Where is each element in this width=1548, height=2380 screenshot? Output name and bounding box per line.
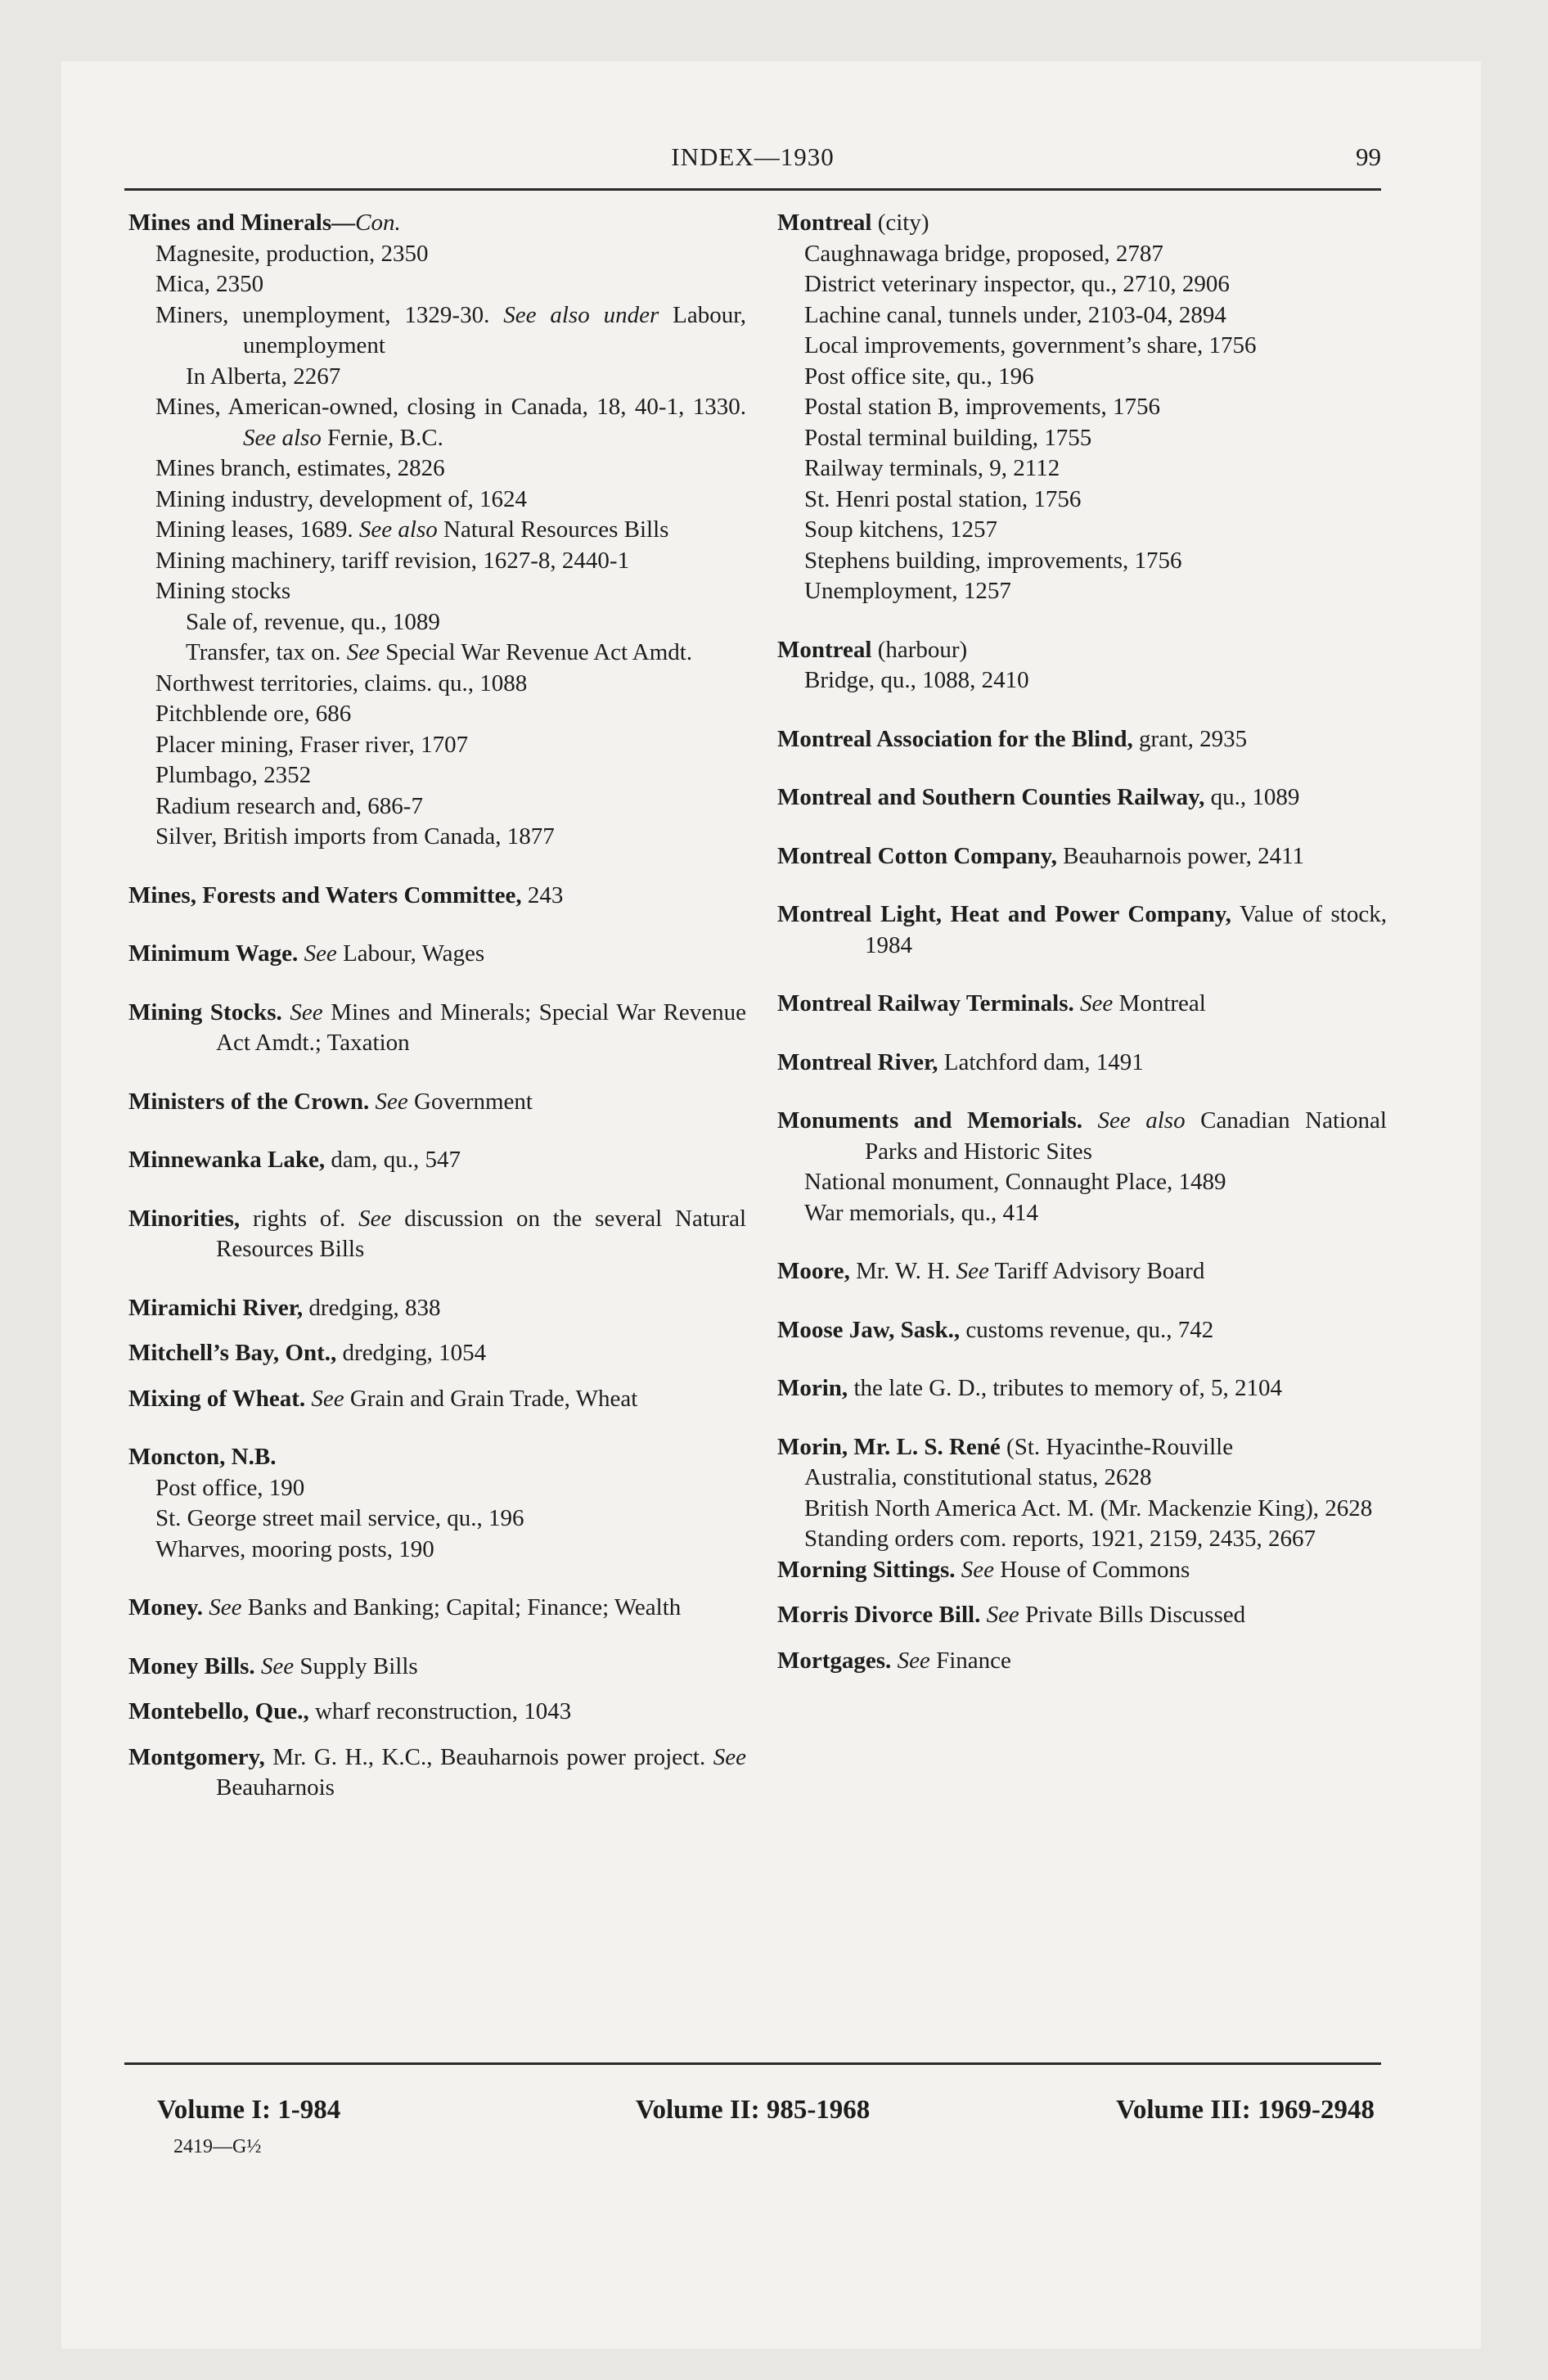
see-reference: See xyxy=(980,1602,1019,1628)
index-column-right xyxy=(777,208,1387,1676)
subentry-text: Postal station B, improvements, 1756 xyxy=(804,394,1160,420)
entry-text: (St. Hyacinthe-Rouville xyxy=(1000,1433,1234,1460)
entry-heading: Money Bills. xyxy=(128,1652,255,1679)
subentry-text: Lachine canal, tunnels under, 2103-04, 2894 xyxy=(804,301,1226,328)
index-subentry xyxy=(777,485,1387,516)
index-subentry xyxy=(128,485,746,516)
index-subentry xyxy=(777,269,1387,300)
entry-text: Montreal xyxy=(1113,990,1206,1016)
entry-heading: Miramichi River, xyxy=(128,1294,304,1321)
index-heading-entry xyxy=(777,1555,1387,1586)
entry-heading: Monuments and Memorials. xyxy=(777,1107,1082,1134)
entry-text: grant, 2935 xyxy=(1132,725,1248,752)
index-subentry xyxy=(128,699,746,730)
header-title: INDEX—1930 xyxy=(671,142,835,171)
index-heading-entry xyxy=(128,1204,746,1265)
subentry-text: Post office, 190 xyxy=(155,1474,305,1501)
entry-heading: Minorities, xyxy=(128,1205,241,1232)
entry-heading: Mitchell’s Bay, Ont., xyxy=(128,1340,337,1366)
entry-text: Banks and Banking; Capital; Finance; Wealth xyxy=(241,1594,682,1620)
entry-heading: Montreal Cotton Company, xyxy=(777,842,1057,869)
index-column-left xyxy=(128,208,746,1804)
entry-text: dredging, 1054 xyxy=(336,1340,487,1366)
entry-text: Grain and Grain Trade, Wheat xyxy=(344,1385,638,1412)
index-heading-entry xyxy=(128,1087,746,1118)
entry-heading: Mines and Minerals— xyxy=(128,210,356,236)
entry-text: discussion on the several Natural Resources Bills xyxy=(216,1205,747,1262)
index-subentry xyxy=(128,576,746,607)
index-subentry xyxy=(777,665,1387,696)
volume-one-range: Volume I: 1-984 xyxy=(157,2095,341,2125)
subentry-text: Mica, 2350 xyxy=(155,271,264,297)
index-sub-subentry xyxy=(128,362,746,393)
index-subentry xyxy=(777,300,1387,331)
see-reference: See xyxy=(956,1258,989,1284)
entry-text: dredging, 838 xyxy=(303,1294,441,1321)
index-subentry xyxy=(128,515,746,546)
index-heading-entry xyxy=(128,1384,746,1415)
see-reference: See xyxy=(346,639,380,665)
index-subentry xyxy=(777,1494,1387,1525)
entry-text: Mr. G. H., K.C., Beauharnois power project. xyxy=(264,1743,713,1770)
entry-text: House of Commons xyxy=(994,1556,1190,1583)
see-reference: See xyxy=(298,940,337,967)
entry-text: wharf reconstruction, 1043 xyxy=(308,1698,572,1724)
entry-heading: Morin, xyxy=(777,1375,848,1401)
subentry-text: Local improvements, government’s share, 1756 xyxy=(804,332,1257,358)
subentry-text: Australia, constitutional status, 2628 xyxy=(804,1464,1152,1490)
subentry-text: Special War Revenue Act Amdt. xyxy=(379,639,693,665)
subentry-text: Mines, American-owned, closing in Canada, 18, 40-1, 1330. xyxy=(155,394,746,420)
index-heading-entry xyxy=(777,1432,1387,1463)
see-reference: See also under xyxy=(503,301,659,328)
entry-heading: Montreal xyxy=(777,210,872,236)
index-subentry xyxy=(128,669,746,700)
index-heading-entry xyxy=(128,1293,746,1324)
index-heading-entry xyxy=(128,1145,746,1176)
entry-heading: Money. xyxy=(128,1594,204,1620)
index-subentry xyxy=(128,453,746,485)
subentry-text: Standing orders com. reports, 1921, 2159, 2435, 2667 xyxy=(804,1526,1316,1552)
entry-heading: Mines, Forests and Waters Committee, xyxy=(128,881,522,908)
entry-heading: Montreal and Southern Counties Railway, xyxy=(777,784,1205,810)
entry-text: Beauharnois xyxy=(216,1774,335,1801)
entry-heading: Montreal River, xyxy=(777,1048,938,1075)
subentry-text: Northwest territories, claims. qu., 1088 xyxy=(155,669,528,696)
subentry-text: Natural Resources Bills xyxy=(437,516,669,543)
index-sub-subentry xyxy=(128,638,746,669)
entry-text: (city) xyxy=(871,210,929,236)
see-reference: See also xyxy=(243,424,322,451)
subentry-text: Plumbago, 2352 xyxy=(155,762,312,788)
subentry-text: Mining machinery, tariff revision, 1627-8, 2440-1 xyxy=(155,547,630,574)
index-subentry xyxy=(777,576,1387,607)
entry-heading: Minimum Wage. xyxy=(128,940,299,967)
subentry-text: War memorials, qu., 414 xyxy=(804,1199,1038,1226)
entry-heading: Minnewanka Lake, xyxy=(128,1147,326,1173)
entry-heading: Ministers of the Crown. xyxy=(128,1088,370,1115)
entry-heading: Moose Jaw, Sask., xyxy=(777,1316,961,1343)
subentry-text: Bridge, qu., 1088, 2410 xyxy=(804,667,1029,693)
subentry-text: District veterinary inspector, qu., 2710, 2906 xyxy=(804,271,1230,297)
subentry-text: Unemployment, 1257 xyxy=(804,578,1011,604)
index-subentry xyxy=(777,331,1387,362)
index-subentry xyxy=(128,546,746,577)
subentry-text: Sale of, revenue, qu., 1089 xyxy=(186,608,440,635)
index-subentry xyxy=(777,515,1387,546)
index-heading-entry xyxy=(128,1442,746,1473)
index-subentry xyxy=(128,822,746,853)
entry-heading: Moncton, N.B. xyxy=(128,1444,277,1470)
index-subentry xyxy=(128,269,746,300)
printer-code: 2419—G½ xyxy=(173,2136,262,2157)
entry-text: (harbour) xyxy=(871,636,968,663)
see-reference: See xyxy=(369,1088,408,1115)
index-subentry xyxy=(777,546,1387,577)
index-heading-entry xyxy=(128,1593,746,1624)
index-subentry xyxy=(128,1503,746,1535)
entry-text: Labour, Wages xyxy=(336,940,485,967)
index-subentry xyxy=(777,392,1387,423)
page-number: 99 xyxy=(1356,142,1381,171)
entry-text: dam, qu., 547 xyxy=(325,1147,461,1173)
see-reference: See xyxy=(281,998,323,1025)
entry-text: Finance xyxy=(929,1647,1011,1674)
index-heading-entry xyxy=(777,724,1387,755)
see-reference: See xyxy=(358,1205,392,1232)
index-subentry xyxy=(777,453,1387,485)
subentry-text: Railway terminals, 9, 2112 xyxy=(804,455,1060,481)
see-reference: See also xyxy=(1082,1107,1186,1134)
entry-text: Tariff Advisory Board xyxy=(988,1258,1205,1284)
entry-heading: Morris Divorce Bill. xyxy=(777,1602,981,1628)
subentry-text: Caughnawaga bridge, proposed, 2787 xyxy=(804,240,1163,267)
index-subentry xyxy=(128,730,746,761)
index-subentry xyxy=(777,362,1387,393)
index-heading-entry xyxy=(777,841,1387,872)
index-heading-entry xyxy=(777,1106,1387,1167)
subentry-text: National monument, Connaught Place, 1489 xyxy=(804,1169,1226,1195)
see-reference: See xyxy=(305,1385,344,1412)
entry-text: qu., 1089 xyxy=(1204,784,1300,810)
see-reference: See xyxy=(203,1594,242,1620)
index-sub-subentry xyxy=(128,607,746,638)
see-reference: See xyxy=(1073,990,1114,1016)
entry-heading: Montreal Light, Heat and Power Company, xyxy=(777,901,1231,927)
subentry-text: Silver, British imports from Canada, 1877 xyxy=(155,823,555,850)
subentry-text: In Alberta, 2267 xyxy=(186,363,341,390)
entry-heading: Montebello, Que., xyxy=(128,1698,309,1724)
see-reference: See xyxy=(254,1652,295,1679)
index-heading-entry xyxy=(128,998,746,1059)
volume-two-range: Volume II: 985-1968 xyxy=(635,2095,871,2125)
see-reference: See xyxy=(955,1556,995,1583)
subentry-text: Magnesite, production, 2350 xyxy=(155,240,429,267)
subentry-text: Mining stocks xyxy=(155,578,291,604)
subentry-text: Post office site, qu., 196 xyxy=(804,363,1034,390)
index-subentry xyxy=(128,392,746,453)
index-heading-entry xyxy=(777,1373,1387,1404)
entry-heading: Montreal Association for the Blind, xyxy=(777,725,1133,752)
volume-three-range: Volume III: 1969-2948 xyxy=(1116,2095,1375,2125)
subentry-text: Mining industry, development of, 1624 xyxy=(155,485,528,512)
entry-text: Government xyxy=(407,1088,533,1115)
entry-text: Mines and Minerals; Special War Revenue Act Amdt.; Taxation xyxy=(216,998,746,1056)
index-heading-entry xyxy=(777,1256,1387,1287)
subentry-text: Stephens building, improvements, 1756 xyxy=(804,547,1182,574)
subentry-text: Pitchblende ore, 686 xyxy=(155,701,352,727)
entry-heading: Mixing of Wheat. xyxy=(128,1385,306,1412)
entry-text: Mr. W. H. xyxy=(849,1258,956,1284)
index-subentry xyxy=(128,1473,746,1504)
volume-footer xyxy=(124,2079,1381,2169)
index-heading-entry xyxy=(777,1315,1387,1346)
index-heading-entry xyxy=(128,1742,746,1804)
heading-continued: Con. xyxy=(355,210,401,236)
subentry-text: British North America Act. M. (Mr. Mackenzie King), 2628 xyxy=(804,1494,1373,1521)
entry-text: Supply Bills xyxy=(294,1652,418,1679)
entry-heading: Mortgages. xyxy=(777,1647,892,1674)
index-heading-entry xyxy=(128,939,746,970)
entry-heading: Morning Sittings. xyxy=(777,1556,956,1583)
index-subentry xyxy=(777,423,1387,454)
index-heading-entry xyxy=(777,1600,1387,1631)
index-subentry xyxy=(777,1524,1387,1555)
index-heading-entry xyxy=(777,782,1387,814)
subentry-text: Mines branch, estimates, 2826 xyxy=(155,455,445,481)
see-reference: See also xyxy=(358,516,438,543)
index-heading-entry xyxy=(128,1652,746,1683)
see-reference: See xyxy=(891,1647,930,1674)
subentry-text: Miners, unemployment, 1329-30. xyxy=(155,301,504,328)
subentry-text: Placer mining, Fraser river, 1707 xyxy=(155,731,469,758)
index-heading-entry xyxy=(777,989,1387,1020)
entry-heading: Montreal xyxy=(777,636,872,663)
index-subentry xyxy=(128,300,746,362)
index-subentry xyxy=(777,239,1387,270)
subentry-text: Transfer, tax on. xyxy=(186,639,347,665)
entry-text: rights of. xyxy=(240,1205,359,1232)
entry-text: customs revenue, qu., 742 xyxy=(960,1316,1214,1343)
running-header xyxy=(124,136,1381,178)
index-heading-entry xyxy=(777,1048,1387,1079)
entry-heading: Moore, xyxy=(777,1258,850,1284)
entry-text: Latchford dam, 1491 xyxy=(938,1048,1144,1075)
index-subentry xyxy=(777,1167,1387,1198)
index-heading-entry xyxy=(128,1697,746,1728)
entry-heading: Montreal Railway Terminals. xyxy=(777,990,1074,1016)
subentry-text: St. Henri postal station, 1756 xyxy=(804,485,1082,512)
see-reference: See xyxy=(713,1743,746,1770)
index-heading-entry xyxy=(128,881,746,912)
entry-text: the late G. D., tributes to memory of, 5, 2104 xyxy=(848,1375,1282,1401)
subentry-text: Postal terminal building, 1755 xyxy=(804,424,1092,451)
header-rule xyxy=(124,188,1381,191)
index-heading-entry xyxy=(128,208,746,239)
subentry-text: Radium research and, 686-7 xyxy=(155,792,423,819)
index-subentry xyxy=(128,791,746,823)
index-heading-entry xyxy=(777,1646,1387,1677)
entry-heading: Mining Stocks. xyxy=(128,998,282,1025)
entry-heading: Morin, Mr. L. S. René xyxy=(777,1433,1001,1460)
subentry-text: Fernie, B.C. xyxy=(321,424,443,451)
entry-text: Beauharnois power, 2411 xyxy=(1056,842,1305,869)
index-subentry xyxy=(777,1463,1387,1494)
subentry-text: Mining leases, 1689. xyxy=(155,516,359,543)
entry-text: Private Bills Discussed xyxy=(1019,1602,1246,1628)
index-heading-entry xyxy=(777,635,1387,666)
index-heading-entry xyxy=(777,899,1387,961)
subentry-text: St. George street mail service, qu., 196 xyxy=(155,1505,524,1531)
index-heading-entry xyxy=(128,1338,746,1369)
index-heading-entry xyxy=(777,208,1387,239)
index-subentry xyxy=(128,1535,746,1566)
entry-text: Canadian National Parks and Historic Sites xyxy=(865,1107,1387,1165)
index-subentry xyxy=(128,239,746,270)
index-subentry xyxy=(777,1198,1387,1229)
footer-rule xyxy=(124,2062,1381,2065)
entry-text: Value of stock, 1984 xyxy=(865,901,1387,958)
entry-heading: Montgomery, xyxy=(128,1743,265,1770)
index-subentry xyxy=(128,760,746,791)
subentry-text: Labour, unemployment xyxy=(243,301,746,358)
subentry-text: Wharves, mooring posts, 190 xyxy=(155,1535,434,1562)
entry-text: 243 xyxy=(521,881,564,908)
subentry-text: Soup kitchens, 1257 xyxy=(804,516,998,543)
